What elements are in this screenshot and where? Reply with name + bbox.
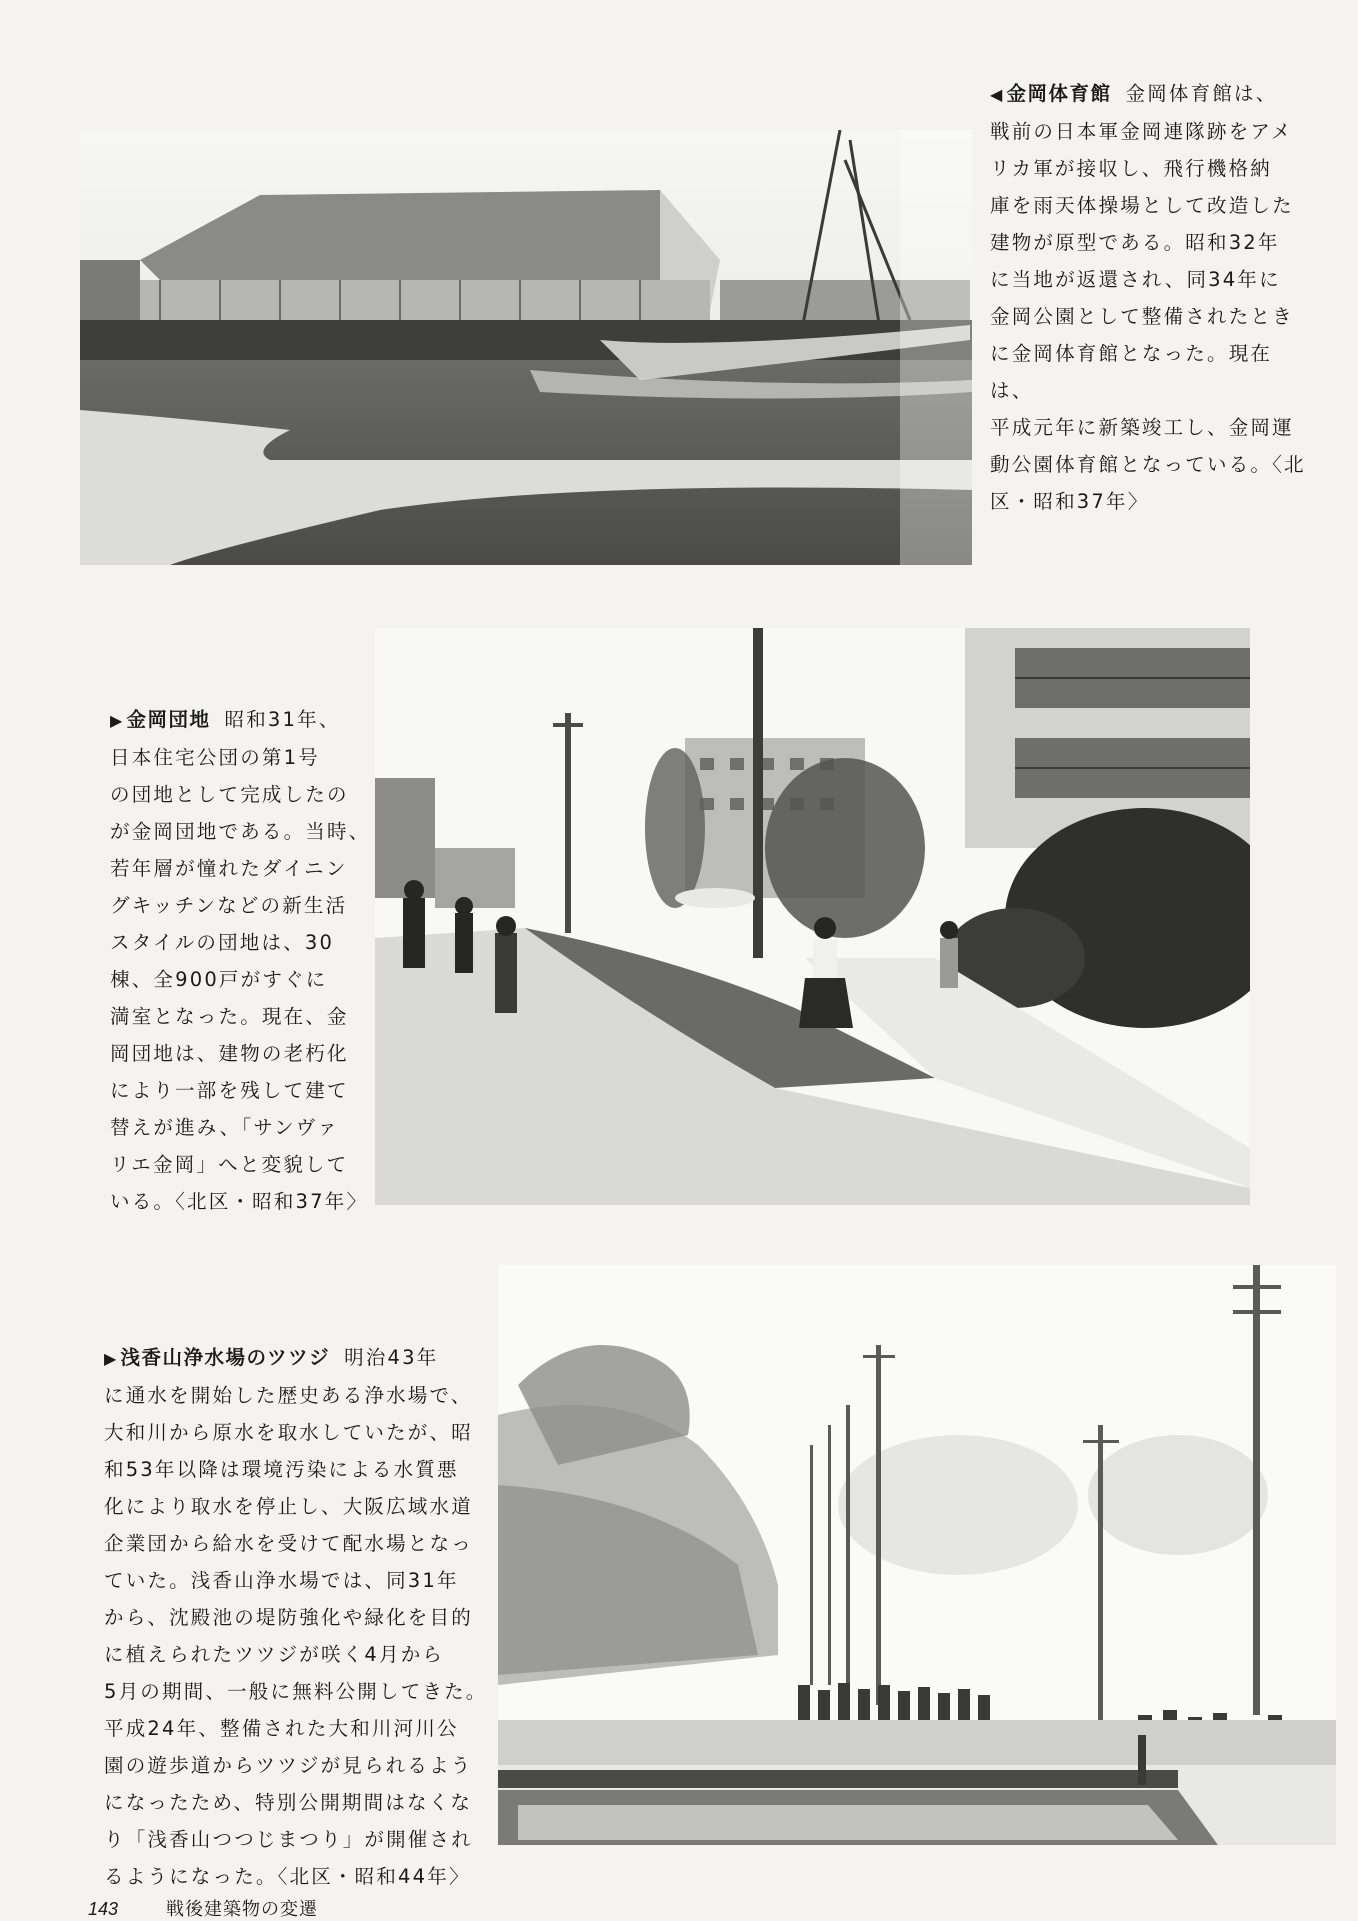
right-triangle-icon: ▶ <box>110 711 125 730</box>
housing-complex-photo <box>375 628 1250 1205</box>
housing-body: 昭和31年、 日本住宅公団の第1号 の団地として完成したの が金岡団地である。当時、 若年層が憧れたダイニン グキッチンなどの新生活 スタイルの団地は、30 棟、全900戸がすぐに 満室となった。現在、金 岡団地は、建物の老朽化 により一部を残して建て 替えが進み、「サンヴァ リエ金岡」へと変貌して いる。〈北区・昭和37年〉 <box>110 708 371 1213</box>
gymnasium-body: 金岡体育館は、 戦前の日本軍金岡連隊跡をアメ リカ軍が接収し、飛行機格納 庫を雨天体操場として改造した 建物が原型である。昭和32年 に当地が返還され、同34年に 金岡公園として整備されたとき に金岡体育館となった。現在は、 平成元年に新築竣工し、金岡運 動公園体育館となっている。〈北 区・昭和37年〉 <box>990 82 1306 513</box>
gymnasium-title: 金岡体育館 <box>1006 82 1112 105</box>
housing-caption <box>110 664 372 1220</box>
page-footer <box>88 1898 318 1921</box>
water-plant-body: 明治43年 に通水を開始した歴史ある浄水場で、 大和川から原水を取水していたが、昭 和53年以降は環境汚染による水質悪 化により取水を停止し、大阪広域水道 企業団から給水を受けて配水場となっ ていた。浅香山浄水場では、同31年 から、沈殿池の堤防強化や緑化を目的 に植えられたツツジが咲く4月から 5月の期間、一般に無料公開してきた。 平成24年、整備された大和川河川公 園の遊歩道からツツジが見られるよう になったため、特別公開期間はなくな り「浅香山つつじまつり」が開催され るようになった。〈北区・昭和44年〉 <box>104 1346 488 1888</box>
gymnasium-caption <box>990 38 1308 520</box>
water-plant-title: 浅香山浄水場のツツジ <box>120 1346 331 1369</box>
chapter-title: 戦後建築物の変遷 <box>166 1899 319 1920</box>
right-triangle-icon: ▶ <box>104 1349 119 1368</box>
water-plant-caption <box>104 1302 504 1895</box>
left-triangle-icon: ◀ <box>990 85 1005 104</box>
housing-title: 金岡団地 <box>126 708 211 731</box>
gymnasium-photo <box>80 130 972 565</box>
page-number: 143 <box>88 1899 119 1919</box>
water-plant-azalea-photo <box>498 1265 1336 1845</box>
